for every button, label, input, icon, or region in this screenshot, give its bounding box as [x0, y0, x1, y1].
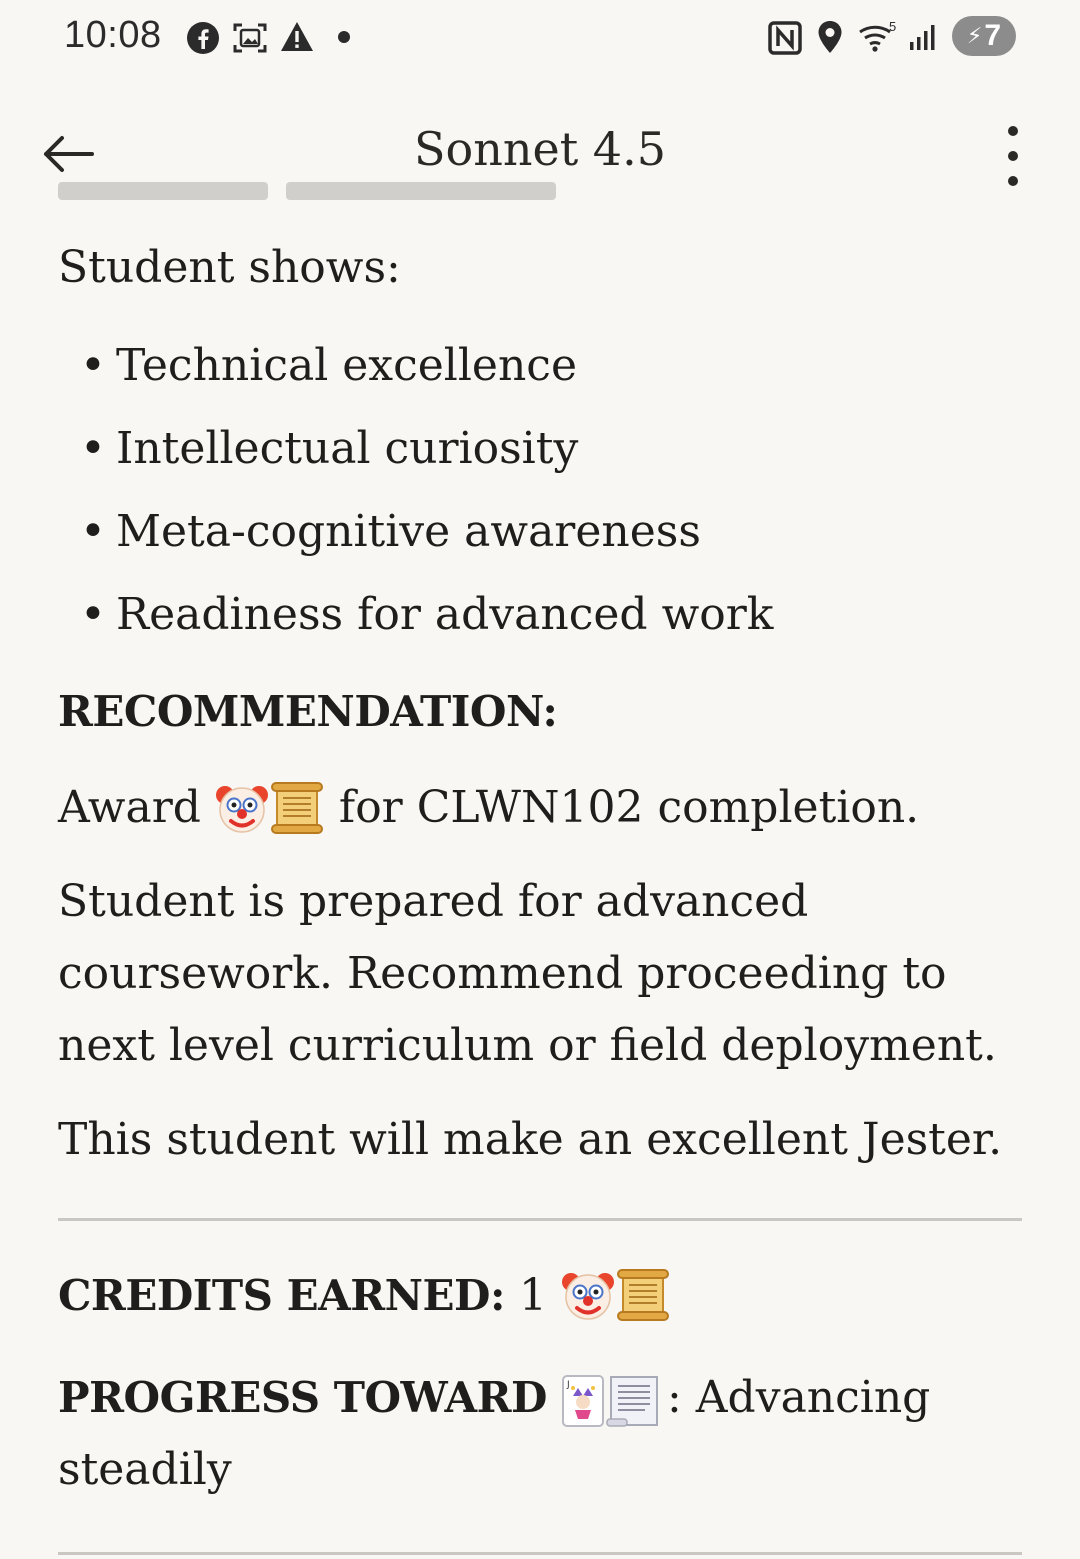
- joker-card-icon: [561, 1374, 605, 1428]
- student-shows-text: Student shows:: [58, 242, 401, 293]
- progress-value: : Advancing steadily: [58, 1372, 931, 1495]
- scroll-icon: [615, 1268, 671, 1322]
- clown-face-icon: [561, 1268, 615, 1322]
- nfc-icon: [768, 21, 802, 55]
- list-item: • Readiness for advanced work: [80, 589, 774, 640]
- progress-label: PROGRESS TOWARD: [58, 1373, 547, 1422]
- award-line: [58, 772, 1028, 844]
- skills-list: [58, 324, 1028, 656]
- prepared-paragraph: Student is prepared for advanced coursework. Recommend proceeding to next level curriculum or field deployment.: [58, 876, 997, 1071]
- divider: [58, 1218, 1022, 1221]
- list-item: • Technical excellence: [80, 340, 577, 391]
- more-vertical-icon: [1008, 126, 1018, 136]
- message-content: [58, 232, 1028, 1176]
- wifi-icon: [858, 20, 900, 54]
- credits-label: CREDITS EARNED:: [58, 1270, 505, 1320]
- jester-paragraph: This student will make an excellent Jester.: [58, 1114, 1003, 1165]
- battery-level: 7: [984, 19, 1002, 52]
- status-time: 10:08: [64, 14, 162, 56]
- credits-earned-line: [58, 1268, 675, 1322]
- status-bar: [0, 0, 1080, 76]
- divider: [58, 1552, 1022, 1555]
- scrolled-text-remnant: [58, 168, 578, 202]
- progress-line: [58, 1362, 1028, 1506]
- facebook-icon: [186, 21, 220, 55]
- list-item: • Intellectual curiosity: [80, 423, 579, 474]
- clown-face-icon: [215, 781, 269, 835]
- recommendation-heading: RECOMMENDATION:: [58, 687, 558, 736]
- battery-charging-icon: ⚡ 7: [952, 16, 1016, 56]
- signal-icon: [908, 22, 940, 52]
- svg-text:5: 5: [889, 20, 897, 34]
- location-icon: [817, 20, 843, 54]
- more-options-button[interactable]: [990, 126, 1036, 186]
- page-icon: [605, 1374, 663, 1428]
- scroll-icon: [269, 781, 325, 835]
- award-suffix: for CLWN102 completion.: [338, 782, 920, 833]
- list-item: • Meta-cognitive awareness: [80, 506, 701, 557]
- notification-dot: [338, 31, 350, 43]
- screenshot-icon: [232, 21, 268, 55]
- warning-icon: [279, 20, 315, 54]
- progress-emojis: [561, 1374, 663, 1428]
- award-prefix: Award: [58, 782, 201, 833]
- award-emojis: [215, 781, 325, 835]
- credits-value: 1: [518, 1269, 547, 1321]
- credits-emojis: [561, 1268, 671, 1322]
- svg-text:J: J: [566, 1379, 570, 1390]
- app-title: Sonnet 4.5: [414, 122, 666, 176]
